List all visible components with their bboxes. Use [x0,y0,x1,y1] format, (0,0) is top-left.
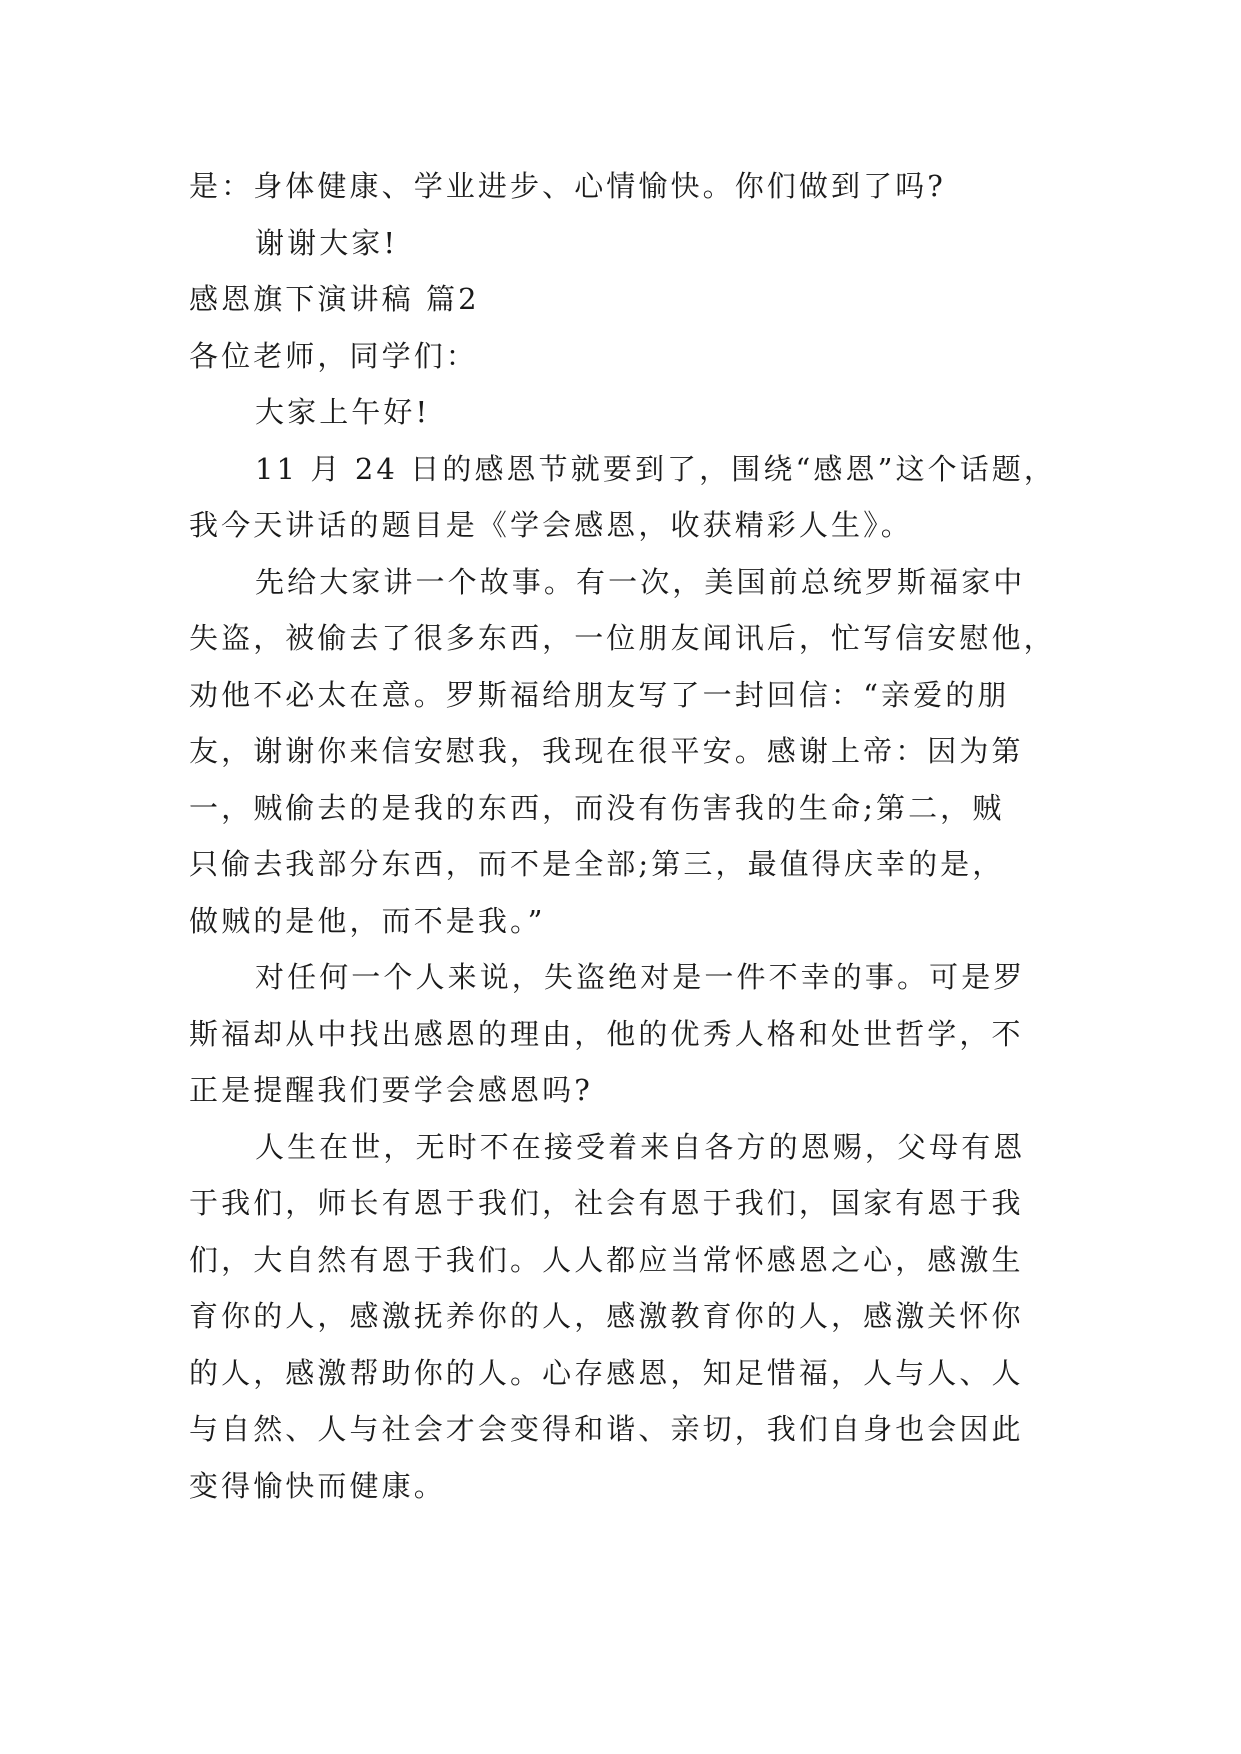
text-line: 只偷去我部分东西，而不是全部;第三，最值得庆幸的是， [189,847,1005,881]
section-heading: 感恩旗下演讲稿 篇2 [189,282,480,316]
text-line: 正是提醒我们要学会感恩吗? [189,1073,593,1107]
text-line: 大家上午好! [255,395,431,429]
text-line: 劝他不必太在意。罗斯福给朋友写了一封回信：“亲爱的朋 [189,677,1010,712]
text-line: 是：身体健康、学业进步、心情愉快。你们做到了吗? [189,169,946,203]
text-line: 人生在世，无时不在接受着来自各方的恩赐，父母有恩 [255,1129,1026,1164]
text-line: 们，大自然有恩于我们。人人都应当常怀感恩之心，感激生 [189,1242,1024,1277]
text-line: 谢谢大家! [255,225,399,260]
text-line: 我今天讲话的题目是《学会感恩，收获精彩人生》。 [189,508,913,542]
text-line: 一，贼偷去的是我的东西，而没有伤害我的生命;第二，贼 [189,790,1005,825]
salutation: 各位老师，同学们： [189,338,478,373]
text-line: 变得愉快而健康。 [189,1468,446,1503]
text-line: 与自然、人与社会才会变得和谐、亲切，我们自身也会因此 [189,1412,1024,1446]
text-line: 于我们，师长有恩于我们，社会有恩于我们，国家有恩于我 [189,1186,1024,1220]
text-line: 先给大家讲一个故事。有一次，美国前总统罗斯福家中 [255,564,1026,599]
text-line: 11 月 24 日的感恩节就要到了，围绕“感恩”这个话题， [255,451,1057,486]
text-line: 斯福却从中找出感恩的理由，他的优秀人格和处世哲学，不 [189,1016,1024,1051]
document-body [189,158,1069,1514]
text-line: 失盗，被偷去了很多东西，一位朋友闻讯后，忙写信安慰他， [189,621,1056,655]
text-line: 育你的人，感激抚养你的人，感激教育你的人，感激关怀你 [189,1299,1024,1333]
text-line: 做贼的是他，而不是我。” [189,903,546,938]
text-line: 的人，感激帮助你的人。心存感恩，知足惜福，人与人、人 [189,1355,1024,1390]
text-line: 对任何一个人来说，失盗绝对是一件不幸的事。可是罗 [255,960,1026,994]
text-line: 友，谢谢你来信安慰我，我现在很平安。感谢上帝：因为第 [189,734,1024,768]
